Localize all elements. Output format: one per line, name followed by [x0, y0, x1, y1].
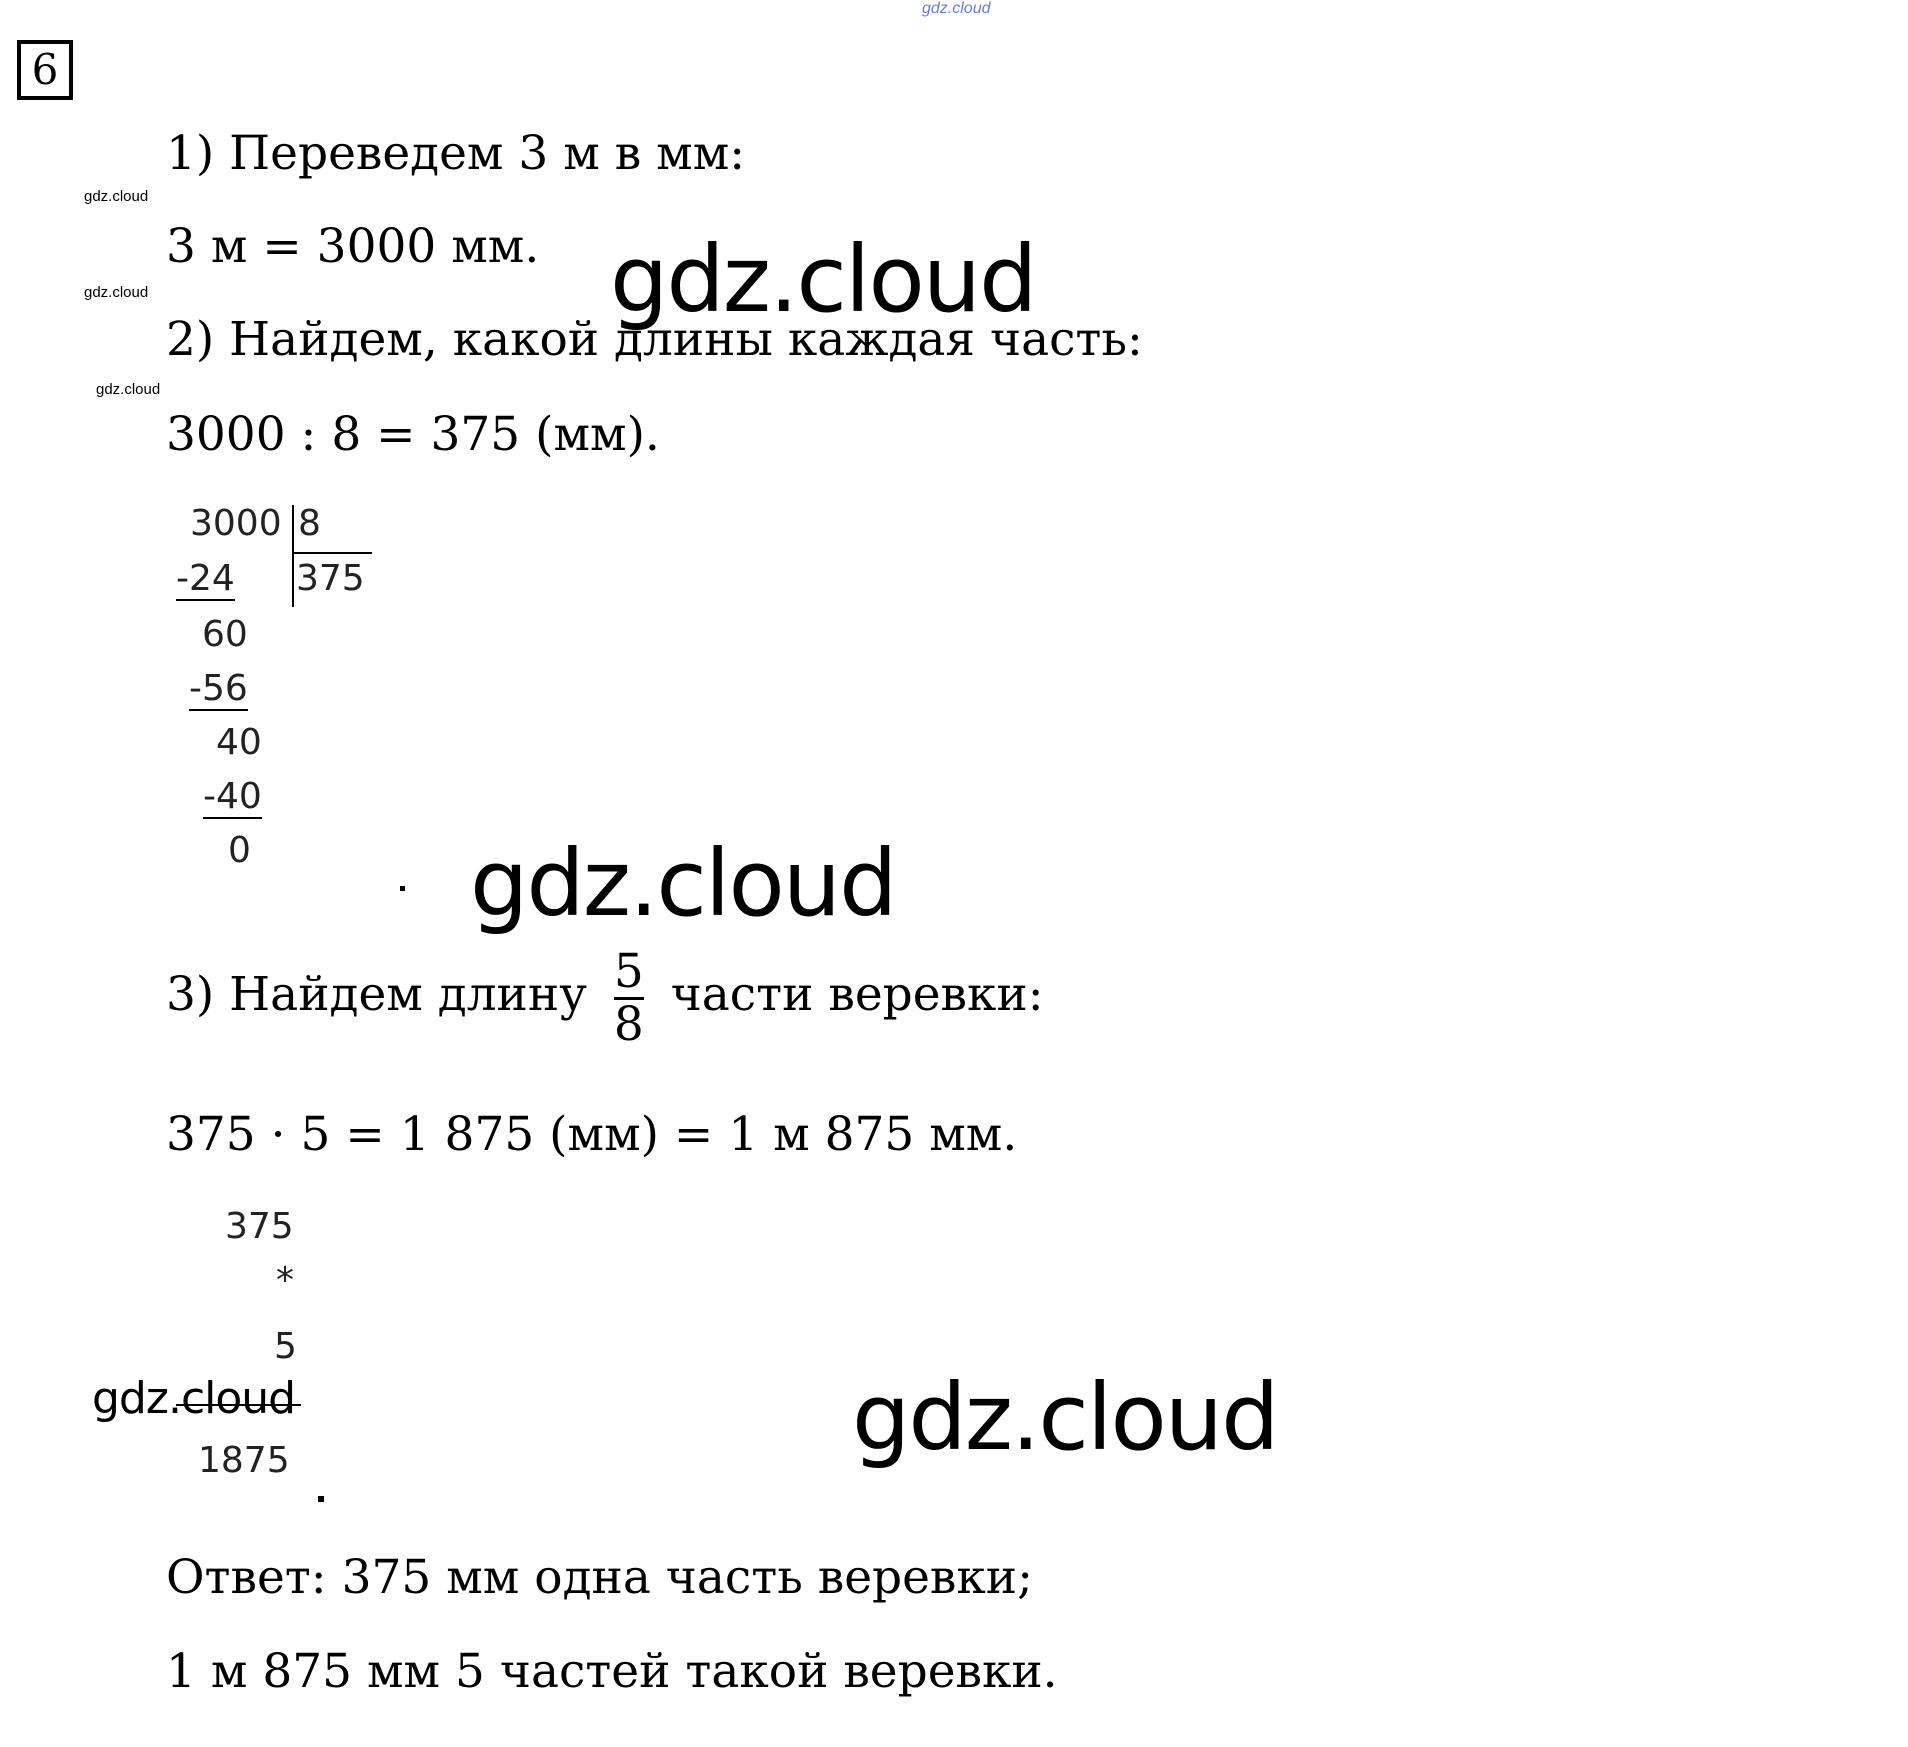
watermark-small-1: gdz.cloud	[84, 188, 149, 205]
watermark-small-2: gdz.cloud	[84, 284, 149, 301]
fraction-5-8	[613, 943, 644, 1052]
watermark-mid: gdz.cloud	[92, 1373, 296, 1424]
answer-line-2: 1 м 875 мм 5 частей такой веревки.	[166, 1644, 1058, 1699]
watermark-big-1: gdz.cloud	[610, 226, 1036, 333]
division-row-5: -40	[203, 776, 262, 817]
mult-bottom: 5	[274, 1326, 297, 1367]
step-3-calc: 375 · 5 = 1 875 (мм) = 1 м 875 мм.	[166, 1107, 1018, 1162]
division-divisor: 8	[298, 503, 321, 544]
watermark-big-3: gdz.cloud	[852, 1364, 1278, 1471]
watermark-small-3: gdz.cloud	[96, 381, 161, 398]
fraction-denominator: 8	[613, 996, 644, 1052]
division-row-1: -24	[176, 558, 235, 599]
step-3-title-before: 3) Найдем длину	[166, 967, 587, 1022]
watermark-big-2: gdz.cloud	[470, 830, 896, 937]
step-2-calc: 3000 : 8 = 375 (мм).	[166, 407, 660, 462]
step-3-title-after: части веревки:	[670, 967, 1044, 1022]
mult-top: 375	[225, 1206, 294, 1247]
answer-line-1: Ответ: 375 мм одна часть веревки;	[166, 1550, 1033, 1605]
watermark-top: gdz.cloud	[922, 0, 991, 17]
step-1-title: 1) Переведем 3 м в мм:	[166, 126, 746, 181]
step-3-title	[166, 940, 1044, 1050]
dot-mark	[400, 886, 405, 891]
division-row-2: 60	[202, 614, 248, 655]
division-row-3: -56	[189, 668, 248, 709]
division-row-6: 0	[228, 830, 251, 871]
fraction-numerator: 5	[613, 943, 644, 999]
mult-sign: *	[276, 1260, 294, 1301]
step-1-calc: 3 м = 3000 мм.	[166, 219, 540, 274]
division-row-4: 40	[216, 722, 262, 763]
task-number-box: 6	[17, 40, 73, 100]
mult-result: 1875	[198, 1440, 290, 1481]
division-quotient: 375	[296, 558, 365, 599]
division-horizontal-bar	[294, 552, 372, 554]
dot-mark-2	[318, 1496, 324, 1502]
step-2-title: 2) Найдем, какой длины каждая часть:	[166, 312, 1143, 367]
division-dividend: 3000	[190, 503, 282, 544]
division-vertical-bar	[292, 505, 294, 607]
